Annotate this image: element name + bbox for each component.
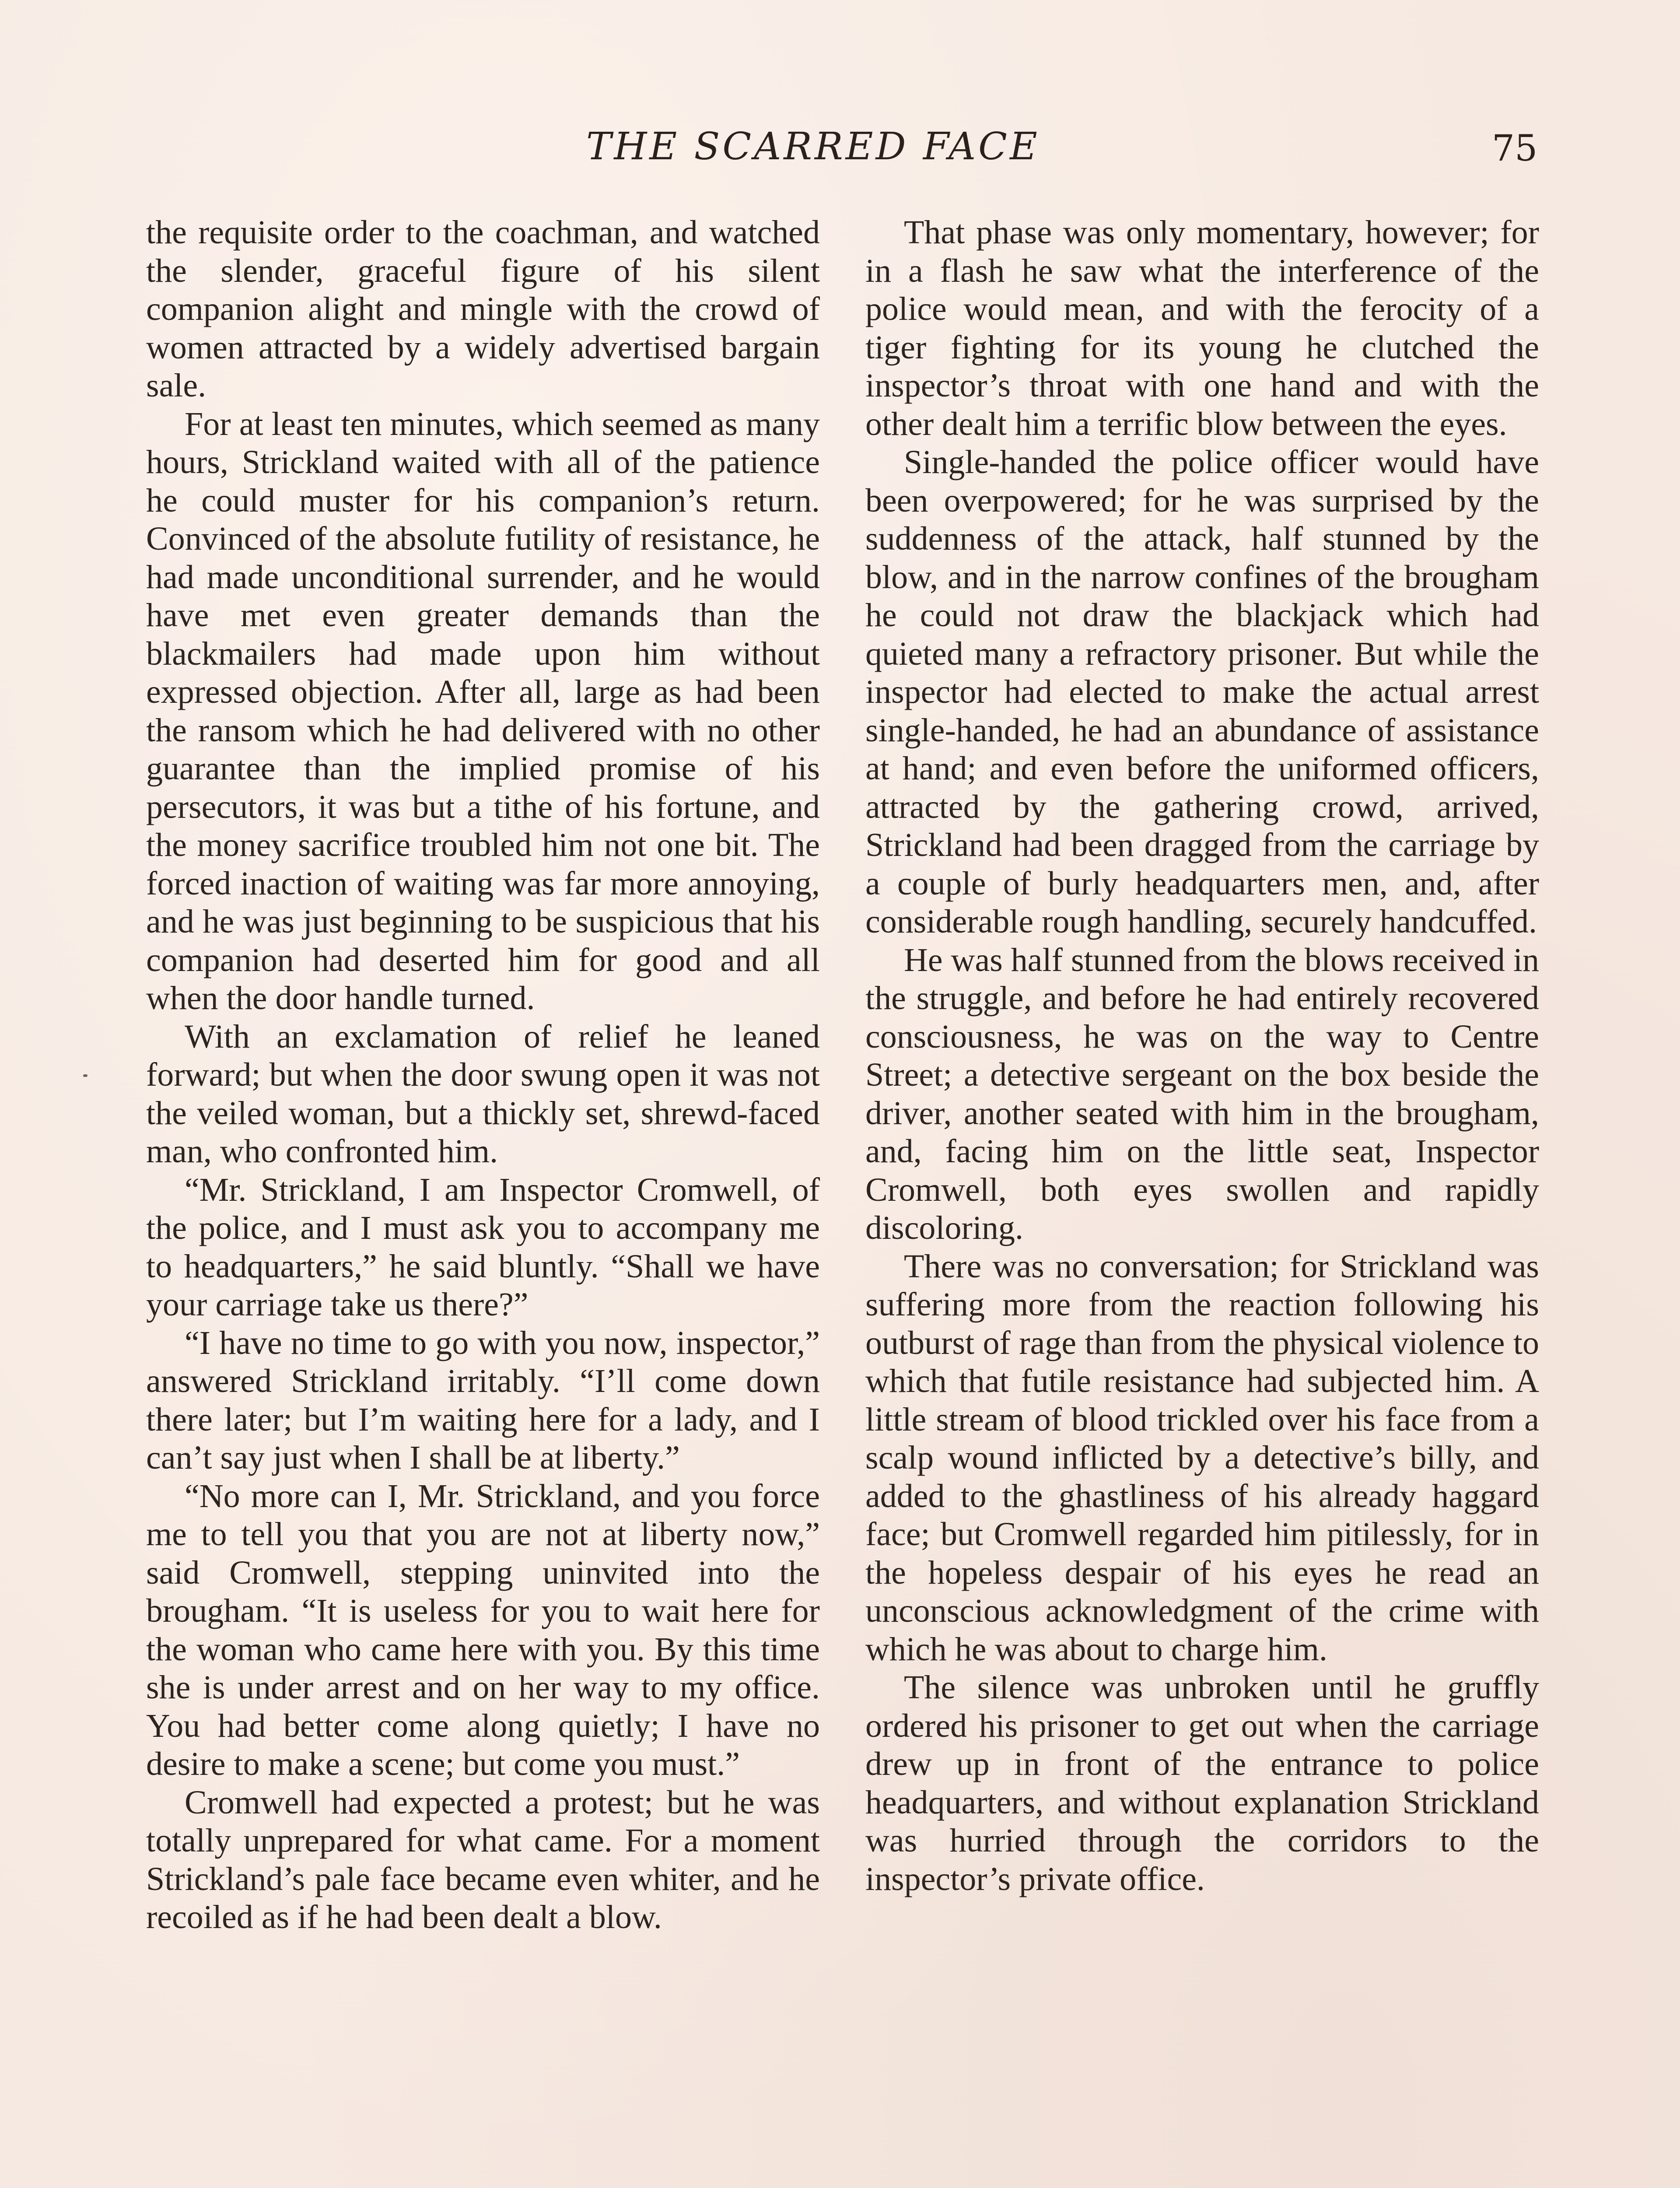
page-number: 75	[1492, 128, 1538, 169]
paragraph: He was half stunned from the blows received in the struggle, and before he had entirely recovered consciousness, he was on the way to Centre Street; a detective sergeant on the box beside the driver, another seated with him in the brougham, and, facing him on the little seat, Inspector Cromwell, both eyes swollen and rapidly discoloring.	[865, 941, 1540, 1246]
paragraph: “No more can I, Mr. Strickland, and you force me to tell you that you are not at liberty now,” said Cromwell, stepping uninvited into the brougham. “It is useless for you to wait here for the woman who came here with you. By this time she is under arrest and on her way to my office. You had better come along quietly; I have no desire to make a scene; but come you must.”	[146, 1477, 820, 1782]
print-speck	[83, 1074, 88, 1077]
running-title: THE SCARRED FACE	[586, 125, 1040, 168]
paragraph: “I have no time to go with you now, inspector,” answered Strickland irritably. “I’ll come down there later; but I’m waiting here for a lady, and I can’t say just when I shall be at liberty.”	[146, 1324, 820, 1476]
paragraph: The silence was unbroken until he gruffly ordered his prisoner to get out when the carriage drew up in front of the entrance to police headquarters, and without explanation Strickland was hurried through the corridors to the inspector’s private office.	[865, 1669, 1539, 1897]
paragraph: For at least ten minutes, which seemed as many hours, Strickland waited with all of the patience he could muster for his companion’s return. Convinced of the absolute futility of resistance, he had made unconditional surrender, and he would have met even greater demands than the blackmailers had made upon him without expressed objection. After all, large as had been the ransom which he had delivered with no other guarantee than the implied promise of his persecutors, it was but a tithe of his fortune, and the money sacrifice troubled him not one bit. The forced inaction of waiting was far more annoying, and he was just beginning to be suspicious that his companion had deserted him for good and all when the door handle turned.	[146, 405, 820, 1017]
paragraph: There was no conversation; for Strickland was suffering more from the reaction following his outburst of rage than from the physical violence to which that futile resistance had subjected him. A little stream of blood trickled over his face from a scalp wound inflicted by a detective’s billy, and added to the ghastliness of his already haggard face; but Cromwell regarded him pitilessly, for in the hopeless despair of his eyes he read an unconscious acknowledgment of the crime with which he was about to charge him.	[865, 1248, 1539, 1668]
paragraph: the requisite order to the coachman, and watched the slender, graceful figure of his silent companion alight and mingle with the crowd of women attracted by a widely advertised bargain sale.	[146, 214, 820, 404]
left-column	[146, 214, 820, 1937]
paragraph: With an exclamation of relief he leaned forward; but when the door swung open it was not the veiled woman, but a thickly set, shrewd-faced man, who confronted him.	[146, 1018, 820, 1170]
paragraph: “Mr. Strickland, I am Inspector Cromwell, of the police, and I must ask you to accompany me to headquarters,” he said bluntly. “Shall we have your carriage take us there?”	[146, 1171, 820, 1323]
paragraph: That phase was only momentary, however; for in a flash he saw what the interference of the police would mean, and with the ferocity of a tiger fighting for its young he clutched the inspector’s throat with one hand and with the other dealt him a terrific blow between the eyes.	[865, 214, 1539, 442]
paragraph: Single-handed the police officer would have been overpowered; for he was surprised by the suddenness of the attack, half stunned by the blow, and in the narrow confines of the brougham he could not draw the blackjack which had quieted many a refractory prisoner. But while the inspector had elected to make the actual arrest single-handed, he had an abundance of assistance at hand; and even before the uniformed officers, attracted by the gathering crowd, arrived, Strickland had been dragged from the carriage by a couple of burly headquarters men, and, after considerable rough handling, securely handcuffed.	[865, 444, 1539, 940]
right-column	[865, 214, 1539, 1898]
paragraph: Cromwell had expected a protest; but he was totally unprepared for what came. For a moment Strickland’s pale face became even whiter, and he recoiled as if he had been dealt a blow.	[146, 1784, 820, 1936]
